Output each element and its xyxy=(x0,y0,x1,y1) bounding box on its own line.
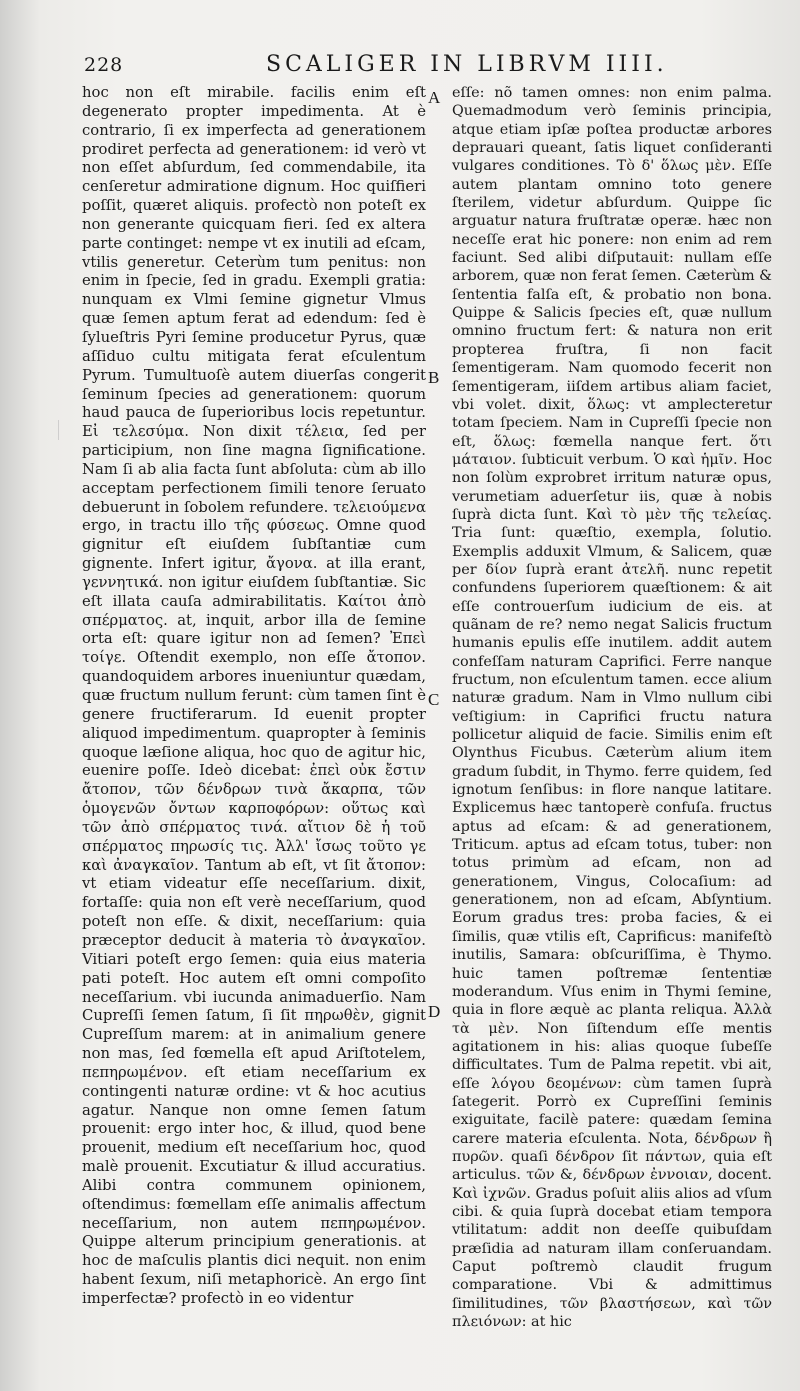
right-column xyxy=(452,84,772,1331)
left-column xyxy=(82,84,426,1309)
page-number: 228 xyxy=(84,54,124,76)
left-column-text: hoc non eſt mirabile. facilis enim eſt degenerato propter impedimenta. At è contrario, ſi ex imperfecta ad generationem prodiret perfecta ad generationem: id verò vt non eſſet abſurdum, ſed commendabile, ita cenſeretur admiratione dignum. Hoc quiſfieri poſſit, quæret aliquis. profectò non poteſt ex non generante quicquam fieri. ſed ex altera parte continget: nempe vt ex inutili ad eſcam, vtilis generetur. Ceterùm tum penitus: non enim in ſpecie, ſed in gradu. Exempli gratia: nunquam ex Vlmi ſemine gignetur Vlmus quæ ſemen aptum ferat ad edendum: ſed è ſylueſtris Pyri ſemine producetur Pyrus, quæ aſſiduo cultu mitigata ferat eſculentum Pyrum. Tumultuoſè autem diuerſas congerit ſeminum ſpecies ad generationem: quorum haud pauca de ſuperioribus locis repetuntur. Εἰ τελεσύμα. Non dixit τέλεια, ſed per participium, non ſine magna ſignificatione. Nam ſi ab alia facta ſunt abſoluta: cùm ab illo acceptam perfectionem ſimili tenore ſeruato debuerunt in ſobolem refundere. τελειούμενα ergo, in tractu illo τῆς φύσεως. Omne quod gignitur eſt eiuſdem ſubſtantiæ cum gignente. Infert igitur, ἄγονα. at illa erant, γεννητικά. non igitur eiuſdem ſubſtantiæ. Sic eſt illata cauſa admirabilitatis. Καίτοι ἀπὸ σπέρματος. at, inquit, arbor illa de ſemine orta eſt: quare igitur non ad ſemen? Ἐπεὶ τοίγε. Oſtendit exemplo, non eſſe ἄτοπον. quandoquidem arbores inueniuntur quædam, quæ fructum nullum ferunt: cùm tamen ſint è genere fructiferarum. Id euenit propter aliquod impedimentum. quapropter à ſeminis quoque læſione aliqua, hoc quo de agitur hic, euenire poſſe. Ideò dicebat: ἐπεὶ οὐκ ἔστιν ἄτοπον, τῶν δένδρων τινὰ ἄκαρπα, τῶν ὁμογενῶν ὄντων καρποφόρων: οὕτως καὶ τῶν ἀπὸ σπέρματος τινά. αἴτιον δὲ ἡ τοῦ σπέρματος πηρωσίς τις. Ἀλλ' ἴσως τοῦτο γε καὶ ἀναγκαῖον. Tantum ab eſt, vt ſit ἄτοπον: vt etiam videatur eſſe neceſſarium. dixit, fortaſſe: quia non eſt verè neceſſarium, quod poteſt non eſſe. & dixit, neceſſarium: quia præceptor deducit à materia τὸ ἀναγκαῖον. Vitiari poteſt ergo ſemen: quia eius materia pati poteſt. Hoc autem eſt omni compoſito neceſſarium. vbi iucunda animaduerſio. Nam Cupreſſi ſemen ſatum, ſi ſit πηρωθὲν, gignit Cupreſſum marem: at in animalium genere non mas, ſed fœmella eſt apud Ariſtotelem, πεπηρωμένον. eſt etiam neceſſarium ex contingenti naturæ ordine: vt & hoc acutius agatur. Nanque non omne ſemen ſatum prouenit: ergo inter hoc, & illud, quod bene prouenit, medium eſt neceſſarium hoc, quod malè prouenit. Excutiatur & illud accuratius. Alibi contra communem opinionem, oſtendimus: fœmellam eſſe animalis affectum neceſſarium, non autem πεπηρωμένον. Quippe alterum principium generationis. at hoc de maſculis plantis dici nequit. non enim habent ſexum, niſi metaphoricè. An ergo ſint imperfectæ? profectò in eo videntur xyxy=(82,84,426,1307)
right-column-text: eſſe: nõ tamen omnes: non enim palma. Quemadmodum verò ſeminis principia, atque etiam ipſæ poſtea productæ arbores deprauari queant, ſatis liquet conſideranti vulgares conditiones. Τὸ δ' ὅλως μὲν. Eſſe autem plantam omnino toto genere ſterilem, videtur abſurdum. Quippe ſic arguatur natura fruſtratæ operæ. hæc non neceſſe erat hic ponere: non enim ad rem faciunt. Sed alibi diſputauit: nullam eſſe arborem, quæ non ferat ſemen. Cæterùm & ſententia falſa eſt, & probatio non bona. Quippe & Salicis ſpecies eſt, quæ nullum omnino fructum fert: & natura non erit propterea fruſtra, ſi non facit ſementigeram. Nam quomodo fecerit non ſementigeram, iiſdem artibus aliam faciet, vbi volet. dixit, ὅλως: vt amplecteretur totam ſpeciem. Nam in Cupreſſi ſpecie non eſt, ὅλως: fœmella nanque fert. ὅτι μάταιον. ſubticuit verbum. Ὁ καὶ ἡμῖν. Hoc non ſolùm exprobret irritum naturæ opus, verumetiam aduerſetur iis, quæ à nobis ſuprà dicta ſunt. Καὶ τὸ μὲν τῆς τελείας. Tria ſunt: quæſtio, exempla, ſolutio. Exemplis adduxit Vlmum, & Salicem, quæ per δίον ſuprà erant ἀτελῆ. nunc repetit confundens ſuperiorem quæſtionem: & ait eſſe controuerſum iudicium de eis. at quãnam de re? nemo negat Salicis fructum humanis epulis eſſe inutilem. addit autem confeſſam naturam Caprifici. Ferre nanque fructum, non eſculentum tamen. ecce alium naturæ gradum. Nam in Vlmo nullum cibi veſtigium: in Caprifici fructu natura pollicetur aliquid de facie. Similis enim eſt Olynthus Ficubus. Cæterùm alium item gradum ſubdit, in Thymo. ferre quidem, ſed ignotum ſenſibus: in flore nanque latitare. Explicemus hæc tantoperè confuſa. fructus aptus ad eſcam: & ad generationem, Triticum. aptus ad eſcam totus, tuber: non totus primùm ad eſcam, non ad generationem, Vingus, Colocaſium: ad generationem, non ad eſcam, Abſyntium. Eorum gradus tres: proba facies, & ei ſimilis, quæ vtilis eſt, Caprificus: manifeſtò inutilis, Samara: obſcuriſſima, è Thymo. huic tamen poſtremæ ſententiæ moderandum. Vſus enim in Thymi ſemine, quia in flore æquè ac planta reliqua. Ἀλλὰ τὰ μὲν. Non ſiſtendum eſſe mentis agitationem in his: alias quoque ſubeſſe difficultates. Tum de Palma repetit. vbi ait, eſſe λόγου δεομένων: cùm tamen ſuprà ſategerit. Porrò ex Cupreſſini ſeminis exiguitate, facilè patere: quædam ſemina carere materia eſculenta. Nota, δένδρων ἢ πυρῶν. quaſi δένδρον ſit πάντων, quia eſt articulus. τῶν &, δένδρων ἐννοιαν, docent. Καὶ ἰχνῶν. Gradus poſuit aliis alios ad vſum cibi. & quia ſuprà docebat etiam tempora vtilitatum: addit non deeſſe quibuſdam præſidia ad naturam illam conſeruandam. Caput poſtremò claudit frugum comparatione. Vbi & admittimus ſimilitudines, τῶν βλαστήσεων, καὶ τῶν πλειόνων: at hic xyxy=(452,85,772,1331)
margin-marker-a: A xyxy=(428,88,441,107)
margin-marker-b: B xyxy=(428,368,440,387)
margin-smudge xyxy=(58,420,77,440)
margin-marker-d: D xyxy=(428,1002,441,1021)
margin-marker-c: C xyxy=(428,690,440,709)
page-header xyxy=(84,52,784,84)
running-title: SCALIGER IN LIBRVM IIII. xyxy=(266,52,668,77)
